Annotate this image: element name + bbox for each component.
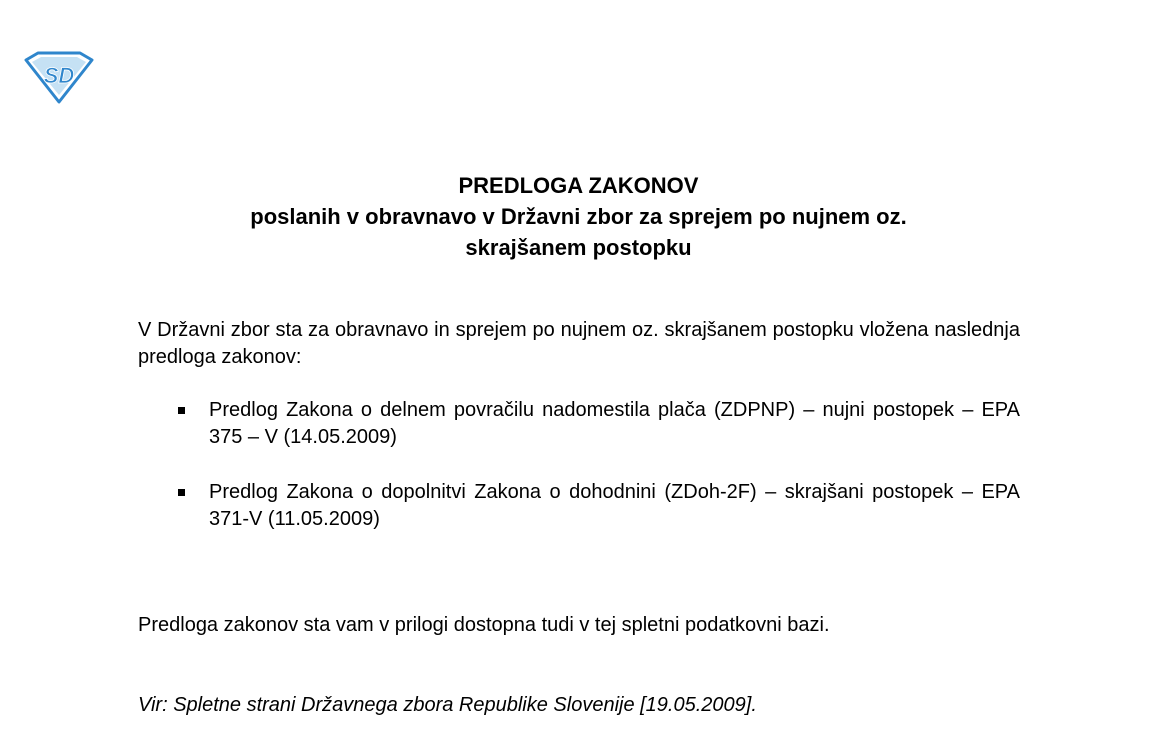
availability-note: Predloga zakonov sta vam v prilogi dostopna tudi v tej spletni podatkovni bazi.	[138, 614, 830, 636]
document-title	[100, 170, 1057, 263]
bullet-icon	[178, 489, 185, 496]
source-citation: Vir: Spletne strani Državnega zbora Republike Slovenije [19.05.2009].	[138, 694, 757, 716]
list-item-text: Predlog Zakona o dopolnitvi Zakona o dohodnini (ZDoh-2F) – skrajšani postopek – EPA 371-V (11.05.2009)	[209, 481, 1020, 530]
list-item-text: Predlog Zakona o delnem povračilu nadomestila plača (ZDPNP) – nujni postopek – EPA 375 – V (14.05.2009)	[209, 399, 1020, 448]
title-line-3: skrajšanem postopku	[465, 235, 692, 260]
sd-logo-icon	[22, 50, 96, 104]
bill-list	[178, 397, 1020, 561]
list-item	[178, 479, 1020, 533]
logo-text: SD	[43, 63, 75, 88]
intro-paragraph: V Državni zbor sta za obravnavo in sprejem po nujnem oz. skrajšanem postopku vložena naslednja predloga zakonov:	[138, 319, 1020, 368]
title-line-2: poslanih v obravnavo v Državni zbor za sprejem po nujnem oz.	[250, 204, 907, 229]
title-line-1: PREDLOGA ZAKONOV	[458, 173, 699, 198]
list-item	[178, 397, 1020, 451]
bullet-icon	[178, 407, 185, 414]
